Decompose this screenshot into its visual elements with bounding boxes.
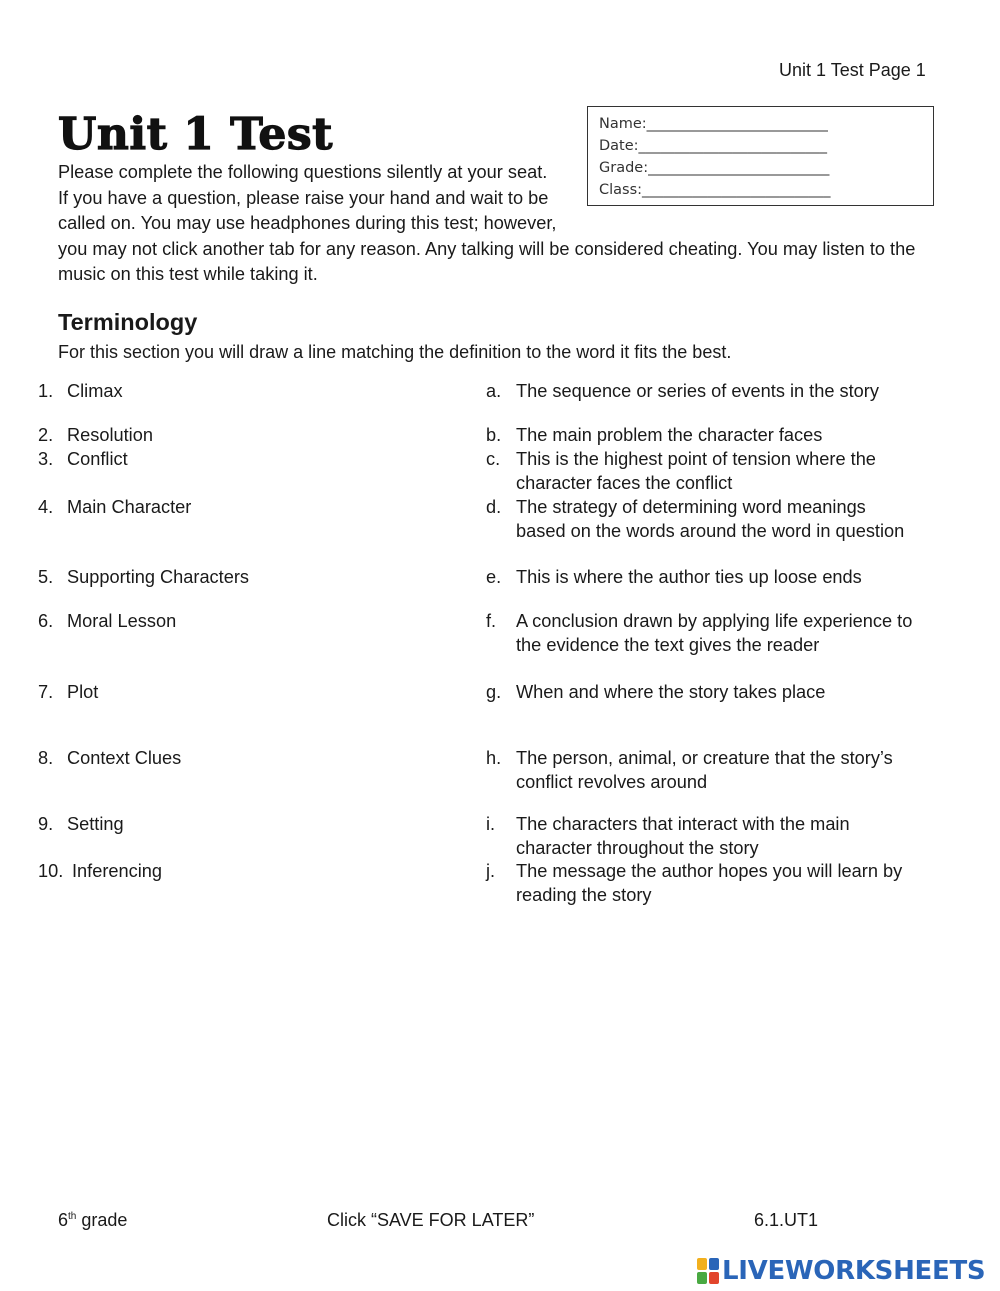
- term-label: Climax: [67, 381, 123, 401]
- page-title: Unit 1 Test: [58, 109, 333, 160]
- definition-text: This is the highest point of tension where the character faces the conflict: [516, 449, 876, 493]
- term-number: 10.: [38, 861, 64, 881]
- date-line: Date:__________________________: [599, 138, 828, 154]
- footer-code: 6.1.UT1: [754, 1210, 819, 1230]
- term-label: Supporting Characters: [67, 567, 249, 587]
- logo-square-green: [697, 1272, 707, 1284]
- definition-letter: i.: [486, 814, 496, 834]
- section-heading: Terminology: [58, 309, 198, 335]
- term-label: Plot: [67, 682, 99, 702]
- term-label: Inferencing: [72, 861, 162, 881]
- term-number: 7.: [38, 682, 54, 702]
- intro-text: Please complete the following questions silently at your seat. If you have a question, please raise your hand and wait to be called on. You may use headphones during this test; however, you may not click another tab for any reason. Any talking will be considered cheating. You may listen to the music on this test while taking it.: [58, 162, 916, 284]
- definition-text: When and where the story takes place: [516, 682, 826, 702]
- definition-letter: c.: [486, 449, 501, 469]
- definition-text: The person, animal, or creature that the story’s conflict revolves around: [516, 748, 893, 792]
- definition-letter: h.: [486, 748, 502, 768]
- liveworksheets-logo-icon: [697, 1258, 719, 1284]
- definition-letter: a.: [486, 381, 502, 401]
- grade-suffix: th: [68, 1211, 77, 1222]
- page-label: Unit 1 Test Page 1: [779, 60, 926, 80]
- definition-text: A conclusion drawn by applying life experience to the evidence the text gives the reader: [516, 611, 913, 655]
- term-number: 6.: [38, 611, 54, 631]
- class-line: Class:__________________________: [599, 182, 831, 198]
- logo-square-yellow: [697, 1258, 707, 1270]
- definition-text: This is where the author ties up loose ends: [516, 567, 862, 587]
- logo-square-red: [709, 1272, 719, 1284]
- term-number: 3.: [38, 449, 54, 469]
- definition-letter: j.: [486, 861, 496, 881]
- logo-text: LIVEWORKSHEETS: [722, 1256, 986, 1286]
- footer-grade: [58, 1210, 127, 1231]
- term-label: Resolution: [67, 425, 153, 445]
- grade-line: Grade:_________________________: [599, 160, 830, 176]
- logo-square-blue: [709, 1258, 719, 1270]
- definition-letter: e.: [486, 567, 502, 587]
- definition-letter: g.: [486, 682, 502, 702]
- intro-float-spacer: [558, 160, 938, 232]
- section-instructions: For this section you will draw a line matching the definition to the word it fits the best.: [58, 342, 732, 362]
- term-number: 4.: [38, 497, 54, 517]
- grade-number: 6: [58, 1210, 69, 1230]
- definition-text: The sequence or series of events in the story: [516, 381, 879, 401]
- footer-save-instruction: Click “SAVE FOR LATER”: [327, 1210, 535, 1230]
- definition-letter: f.: [486, 611, 497, 631]
- term-label: Context Clues: [67, 748, 182, 768]
- term-number: 8.: [38, 748, 54, 768]
- term-number: 5.: [38, 567, 54, 587]
- term-number: 9.: [38, 814, 54, 834]
- definition-letter: b.: [486, 425, 502, 445]
- definition-text: The main problem the character faces: [516, 425, 823, 445]
- definition-letter: d.: [486, 497, 502, 517]
- term-label: Main Character: [67, 497, 192, 517]
- definition-text: The characters that interact with the main character throughout the story: [516, 814, 850, 858]
- name-line: Name:_________________________: [599, 116, 828, 132]
- definition-text: The message the author hopes you will learn by reading the story: [516, 861, 903, 905]
- term-number: 1.: [38, 381, 54, 401]
- liveworksheets-logo[interactable]: [697, 1254, 985, 1288]
- term-label: Setting: [67, 814, 124, 834]
- term-label: Moral Lesson: [67, 611, 177, 631]
- term-label: Conflict: [67, 449, 128, 469]
- term-number: 2.: [38, 425, 54, 445]
- definition-text: The strategy of determining word meanings based on the words around the word in question: [516, 497, 905, 541]
- intro-paragraph: [58, 160, 938, 288]
- grade-word: grade: [76, 1210, 128, 1230]
